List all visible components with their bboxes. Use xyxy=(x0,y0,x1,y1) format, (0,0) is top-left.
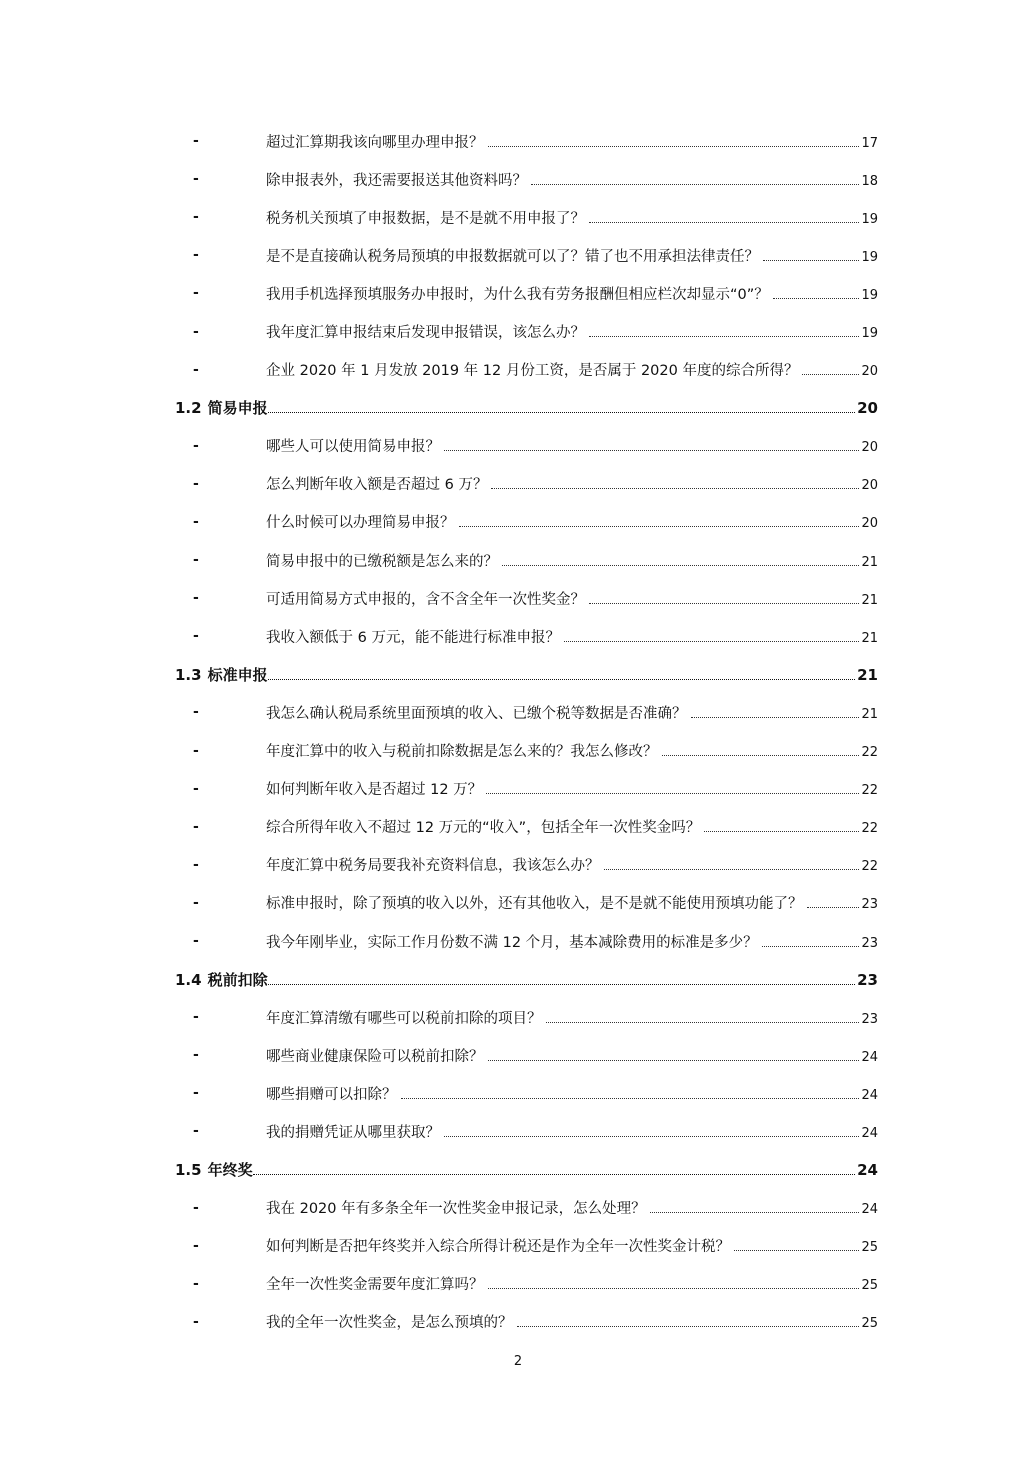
section-title xyxy=(175,664,268,685)
section-number: 1.3 xyxy=(175,665,202,684)
page-number: 2 xyxy=(513,1354,523,1369)
bullet-dash-icon: - xyxy=(193,323,199,340)
toc-entry[interactable] xyxy=(175,312,878,350)
dot-leader xyxy=(488,146,860,147)
bullet-dash-icon: - xyxy=(193,1275,199,1292)
dot-leader xyxy=(763,260,859,261)
bullet-dash-icon: - xyxy=(193,285,199,302)
entry-title: 标准申报时，除了预填的收入以外，还有其他收入，是不是就不能使用预填功能了？ xyxy=(266,896,803,913)
entry-title: 企业 2020 年 1 月发放 2019 年 12 月份工资，是否属于 2020 年度的综合所得？ xyxy=(266,363,799,380)
dot-leader xyxy=(517,1326,860,1327)
dot-leader xyxy=(604,869,860,870)
toc-entry-link[interactable] xyxy=(266,1007,878,1028)
page-ref: 24 xyxy=(861,1125,878,1141)
dot-leader xyxy=(546,1022,860,1023)
toc-entry-link[interactable] xyxy=(266,1311,878,1332)
toc-entry[interactable] xyxy=(175,884,878,922)
bullet-dash-icon: - xyxy=(193,437,199,454)
bullet-dash-icon: - xyxy=(193,1313,199,1330)
entry-title: 如何判断是否把年终奖并入综合所得计税还是作为全年一次性奖金计税？ xyxy=(266,1239,730,1256)
toc-entry-link[interactable] xyxy=(266,245,878,266)
page-ref: 23 xyxy=(857,970,878,989)
entry-title: 我在 2020 年有多条全年一次性奖金申报记录，怎么处理？ xyxy=(266,1201,646,1218)
entry-title: 年度汇算中的收入与税前扣除数据是怎么来的？我怎么修改？ xyxy=(266,744,658,761)
page-ref: 19 xyxy=(861,287,878,303)
toc-entry-link[interactable] xyxy=(266,511,878,532)
entry-title: 简易申报中的已缴税额是怎么来的？ xyxy=(266,553,498,570)
page-ref: 19 xyxy=(861,326,878,342)
page-ref: 22 xyxy=(861,859,878,875)
toc-entry-link[interactable] xyxy=(266,207,878,228)
dot-leader xyxy=(691,717,860,718)
dot-leader xyxy=(564,641,860,642)
page-ref: 23 xyxy=(861,897,878,913)
dot-leader xyxy=(253,1174,856,1175)
toc-entry[interactable] xyxy=(175,846,878,884)
bullet-dash-icon: - xyxy=(193,742,199,759)
page-ref: 22 xyxy=(861,745,878,761)
entry-title: 税务机关预填了申报数据，是不是就不用申报了？ xyxy=(266,210,585,227)
toc-entry-link[interactable] xyxy=(175,664,878,685)
toc-entry-link[interactable] xyxy=(266,1121,878,1142)
toc-entry[interactable] xyxy=(175,1189,878,1227)
bullet-dash-icon: - xyxy=(193,209,199,226)
page-ref: 20 xyxy=(857,399,878,418)
page-ref: 21 xyxy=(861,554,878,570)
entry-title: 除申报表外，我还需要报送其他资料吗？ xyxy=(266,172,527,189)
toc-section-heading[interactable] xyxy=(175,655,878,693)
page-ref: 23 xyxy=(861,1011,878,1027)
page-ref: 19 xyxy=(861,249,878,265)
toc-entry-link[interactable] xyxy=(266,283,878,304)
bullet-dash-icon: - xyxy=(193,1085,199,1102)
dot-leader xyxy=(488,1060,860,1061)
page-ref: 24 xyxy=(861,1087,878,1103)
toc-entry[interactable] xyxy=(175,351,878,389)
page-ref: 24 xyxy=(861,1202,878,1218)
dot-leader xyxy=(531,184,859,185)
toc-entry[interactable] xyxy=(175,693,878,731)
section-label: 标准申报 xyxy=(207,665,268,684)
bullet-dash-icon: - xyxy=(193,133,199,150)
page-ref: 24 xyxy=(861,1049,878,1065)
bullet-dash-icon: - xyxy=(193,628,199,645)
entry-title: 我的全年一次性奖金，是怎么预填的？ xyxy=(266,1315,513,1332)
entry-title: 全年一次性奖金需要年度汇算吗？ xyxy=(266,1277,484,1294)
entry-title: 如何判断年收入是否超过 12 万？ xyxy=(266,782,483,799)
toc-entry-link[interactable] xyxy=(266,854,878,875)
page-ref: 24 xyxy=(857,1161,878,1180)
toc-entry[interactable] xyxy=(175,541,878,579)
section-number: 1.4 xyxy=(175,970,202,989)
toc-entry[interactable] xyxy=(175,579,878,617)
entry-title: 怎么判断年收入额是否超过 6 万？ xyxy=(266,477,488,494)
dot-leader xyxy=(650,1212,860,1213)
bullet-dash-icon: - xyxy=(193,361,199,378)
entry-title: 我收入额低于 6 万元，能不能进行标准申报？ xyxy=(266,629,560,646)
page-ref: 20 xyxy=(861,364,878,380)
section-label: 简易申报 xyxy=(207,399,268,418)
toc-section-heading[interactable] xyxy=(175,960,878,998)
toc-entry-link[interactable] xyxy=(266,473,878,494)
toc-entry-link[interactable] xyxy=(266,1197,878,1218)
section-label: 税前扣除 xyxy=(207,970,268,989)
page-ref: 23 xyxy=(861,935,878,951)
toc-entry-link[interactable] xyxy=(266,588,878,609)
dot-leader xyxy=(488,1288,860,1289)
dot-leader xyxy=(268,679,856,680)
page-ref: 21 xyxy=(861,630,878,646)
toc-entry[interactable] xyxy=(175,617,878,655)
toc-entry[interactable] xyxy=(175,160,878,198)
page-ref: 21 xyxy=(861,706,878,722)
entry-title: 是不是直接确认税务局预填的申报数据就可以了？错了也不用承担法律责任？ xyxy=(266,248,759,265)
entry-title: 哪些商业健康保险可以税前扣除？ xyxy=(266,1048,484,1065)
bullet-dash-icon: - xyxy=(193,818,199,835)
dot-leader xyxy=(486,793,859,794)
toc-entry-link[interactable] xyxy=(175,969,878,990)
page-ref: 17 xyxy=(861,135,878,151)
toc-entry[interactable] xyxy=(175,427,878,465)
toc-entry[interactable] xyxy=(175,465,878,503)
dot-leader xyxy=(268,412,856,413)
toc-entry-link[interactable] xyxy=(266,892,878,913)
toc-entry-link[interactable] xyxy=(266,359,878,380)
section-title xyxy=(175,397,268,418)
entry-title: 我怎么确认税局系统里面预填的收入、已缴个税等数据是否准确？ xyxy=(266,705,687,722)
toc-entry[interactable] xyxy=(175,1303,878,1341)
page-ref: 22 xyxy=(861,821,878,837)
entry-title: 我的捐赠凭证从哪里获取？ xyxy=(266,1124,440,1141)
entry-title: 哪些人可以使用简易申报？ xyxy=(266,439,440,456)
bullet-dash-icon: - xyxy=(193,552,199,569)
toc-entry-link[interactable] xyxy=(266,321,878,342)
page-ref: 25 xyxy=(861,1240,878,1256)
entry-title: 我年度汇算申报结束后发现申报错误，该怎么办？ xyxy=(266,325,585,342)
toc-entry[interactable] xyxy=(175,1265,878,1303)
entry-title: 年度汇算中税务局要我补充资料信息，我该怎么办？ xyxy=(266,858,600,875)
dot-leader xyxy=(773,298,860,299)
bullet-dash-icon: - xyxy=(193,1237,199,1254)
toc-section-heading[interactable] xyxy=(175,389,878,427)
dot-leader xyxy=(662,755,860,756)
toc-entry[interactable] xyxy=(175,503,878,541)
bullet-dash-icon: - xyxy=(193,171,199,188)
toc-entry-link[interactable] xyxy=(175,397,878,418)
dot-leader xyxy=(268,984,856,985)
section-number: 1.5 xyxy=(175,1161,202,1180)
bullet-dash-icon: - xyxy=(193,1009,199,1026)
dot-leader xyxy=(444,450,859,451)
page-ref: 19 xyxy=(861,211,878,227)
dot-leader xyxy=(734,1250,859,1251)
section-title xyxy=(175,1159,253,1180)
toc-entry[interactable] xyxy=(175,770,878,808)
toc-entry-link[interactable] xyxy=(266,931,878,952)
page-ref: 18 xyxy=(861,173,878,189)
section-label: 年终奖 xyxy=(207,1161,253,1180)
entry-title: 综合所得年收入不超过 12 万元的“收入”，包括全年一次性奖金吗？ xyxy=(266,820,701,837)
entry-title: 我今年刚毕业，实际工作月份数不满 12 个月，基本减除费用的标准是多少？ xyxy=(266,934,758,951)
toc-entry-link[interactable] xyxy=(266,1273,878,1294)
toc-entry-link[interactable] xyxy=(266,435,878,456)
entry-title: 年度汇算清缴有哪些可以税前扣除的项目？ xyxy=(266,1010,542,1027)
dot-leader xyxy=(589,603,859,604)
toc-entry[interactable] xyxy=(175,1074,878,1112)
table-of-contents xyxy=(175,122,878,1341)
dot-leader xyxy=(802,374,859,375)
bullet-dash-icon: - xyxy=(193,933,199,950)
toc-entry[interactable] xyxy=(175,1036,878,1074)
section-number: 1.2 xyxy=(175,399,202,418)
page-ref: 21 xyxy=(857,665,878,684)
toc-entry[interactable] xyxy=(175,274,878,312)
bullet-dash-icon: - xyxy=(193,1123,199,1140)
toc-entry[interactable] xyxy=(175,122,878,160)
dot-leader xyxy=(502,565,859,566)
toc-entry-link[interactable] xyxy=(266,1083,878,1104)
dot-leader xyxy=(459,526,860,527)
bullet-dash-icon: - xyxy=(193,513,199,530)
toc-entry-link[interactable] xyxy=(266,626,878,647)
bullet-dash-icon: - xyxy=(193,780,199,797)
toc-entry-link[interactable] xyxy=(266,1235,878,1256)
page-ref: 20 xyxy=(861,516,878,532)
dot-leader xyxy=(491,488,859,489)
toc-entry-link[interactable] xyxy=(266,702,878,723)
entry-title: 什么时候可以办理简易申报？ xyxy=(266,515,455,532)
toc-entry-link[interactable] xyxy=(266,816,878,837)
toc-entry-link[interactable] xyxy=(266,1045,878,1066)
entry-title: 哪些捐赠可以扣除？ xyxy=(266,1086,397,1103)
toc-entry-link[interactable] xyxy=(266,740,878,761)
page-ref: 20 xyxy=(861,478,878,494)
toc-entry[interactable] xyxy=(175,198,878,236)
bullet-dash-icon: - xyxy=(193,704,199,721)
dot-leader xyxy=(444,1136,859,1137)
toc-entry[interactable] xyxy=(175,998,878,1036)
toc-entry[interactable] xyxy=(175,236,878,274)
dot-leader xyxy=(401,1098,860,1099)
dot-leader xyxy=(762,946,860,947)
bullet-dash-icon: - xyxy=(193,1199,199,1216)
dot-leader xyxy=(704,831,859,832)
bullet-dash-icon: - xyxy=(193,1047,199,1064)
dot-leader xyxy=(807,907,860,908)
toc-entry[interactable] xyxy=(175,1227,878,1265)
page-ref: 25 xyxy=(861,1316,878,1332)
dot-leader xyxy=(589,336,859,337)
toc-entry[interactable] xyxy=(175,808,878,846)
page-ref: 22 xyxy=(861,783,878,799)
entry-title: 我用手机选择预填服务办申报时，为什么我有劳务报酬但相应栏次却显示“0”？ xyxy=(266,286,769,303)
bullet-dash-icon: - xyxy=(193,894,199,911)
page-ref: 25 xyxy=(861,1278,878,1294)
page-ref: 20 xyxy=(861,440,878,456)
toc-entry-link[interactable] xyxy=(266,131,878,152)
bullet-dash-icon: - xyxy=(193,475,199,492)
toc-entry-link[interactable] xyxy=(266,169,878,190)
bullet-dash-icon: - xyxy=(193,590,199,607)
section-title xyxy=(175,969,268,990)
toc-entry-link[interactable] xyxy=(266,550,878,571)
toc-entry[interactable] xyxy=(175,1112,878,1150)
entry-title: 可适用简易方式申报的，含不含全年一次性奖金？ xyxy=(266,591,585,608)
toc-section-heading[interactable] xyxy=(175,1151,878,1189)
toc-entry[interactable] xyxy=(175,922,878,960)
bullet-dash-icon: - xyxy=(193,856,199,873)
dot-leader xyxy=(589,222,859,223)
bullet-dash-icon: - xyxy=(193,247,199,264)
toc-entry[interactable] xyxy=(175,732,878,770)
toc-entry-link[interactable] xyxy=(266,778,878,799)
page-ref: 21 xyxy=(861,592,878,608)
toc-entry-link[interactable] xyxy=(175,1159,878,1180)
entry-title: 超过汇算期我该向哪里办理申报？ xyxy=(266,134,484,151)
